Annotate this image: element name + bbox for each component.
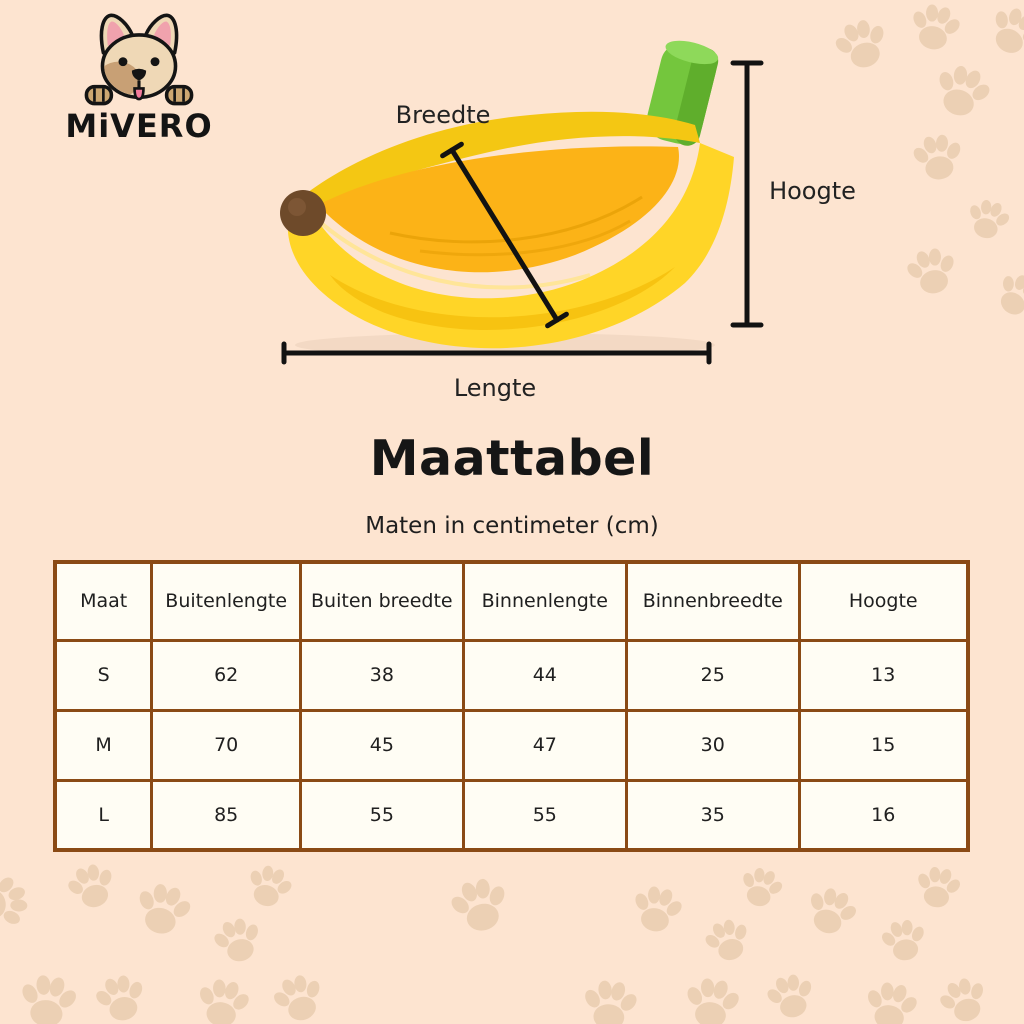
page-title: Maattabel (369, 430, 655, 487)
width-label: Breedte (395, 101, 491, 129)
value-cell: 35 (627, 780, 800, 850)
table-row-m (55, 710, 968, 780)
value-cell: 38 (301, 640, 464, 710)
height-label: Hoogte (769, 177, 856, 205)
table-row-l (55, 780, 968, 850)
column-header-binnenlengte: Binnenlengte (463, 562, 626, 640)
value-cell: 16 (799, 780, 968, 850)
dog-logo-icon (81, 10, 197, 108)
size-label-cell: S (55, 640, 152, 710)
value-cell: 55 (463, 780, 626, 850)
value-cell: 45 (301, 710, 464, 780)
brand-logo (45, 10, 233, 145)
table-row-s (55, 640, 968, 710)
value-cell: 15 (799, 710, 968, 780)
value-cell: 62 (152, 640, 301, 710)
column-header-maat: Maat (55, 562, 152, 640)
brand-name: MiVERO (65, 107, 213, 145)
banana-bed-illustration (250, 40, 870, 410)
value-cell: 13 (799, 640, 968, 710)
size-table (53, 560, 970, 852)
size-label-cell: M (55, 710, 152, 780)
product-diagram (250, 40, 870, 410)
length-label: Lengte (453, 374, 537, 402)
banana-tip (280, 190, 326, 236)
banana-bed (280, 40, 734, 357)
units-note: Maten in centimeter (cm) (365, 513, 659, 539)
table-header-row (55, 562, 968, 640)
column-header-binnenbreedte: Binnenbreedte (627, 562, 800, 640)
value-cell: 85 (152, 780, 301, 850)
column-header-buiten-breedte: Buiten breedte (301, 562, 464, 640)
column-header-buitenlengte: Buitenlengte (152, 562, 301, 640)
value-cell: 47 (463, 710, 626, 780)
size-label-cell: L (55, 780, 152, 850)
value-cell: 25 (627, 640, 800, 710)
value-cell: 55 (301, 780, 464, 850)
value-cell: 70 (152, 710, 301, 780)
value-cell: 44 (463, 640, 626, 710)
column-header-hoogte: Hoogte (799, 562, 968, 640)
value-cell: 30 (627, 710, 800, 780)
